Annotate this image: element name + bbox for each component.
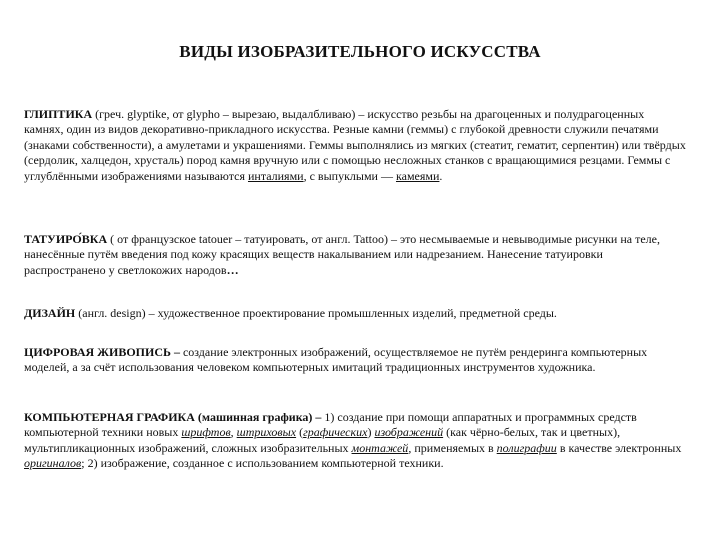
text: (греч. glyptike, от glypho – вырезаю, выдалбливаю) – искусство резьбы на драгоценных и полудрагоценных камнях, один из видов декоративно-прикладного искусства. Резные камни (геммы) с глубокой древности служили печатями (знаками собственности), а амулетами и украшениями. Геммы выполнялись из мягких (стеатит, гематит, серпентин) или твёрдых (сердолик, халцедон, хрусталь) пород камня вручную или с помощью несложных станков с вращающимися резцами. Геммы с углублёнными изображениями называются — [24, 107, 686, 183]
paragraph-computer-graphics — [24, 410, 686, 472]
link-graphic[interactable]: графических — [303, 425, 368, 440]
link-intaglio[interactable]: инталиями — [247, 168, 304, 183]
text: , применяемых в — [408, 440, 497, 455]
paragraph-glyptics — [24, 107, 686, 184]
link-montages[interactable]: монтажей — [351, 440, 409, 455]
text: создание электронных изображений, осуществляемое не путём рендеринга компьютерных моделей, а за счёт использования человеком компьютерных имитаций традиционных инструментов художника. — [24, 345, 648, 375]
text: ) — [367, 425, 375, 440]
link-cameo[interactable]: камеями — [395, 168, 440, 183]
text: ( — [296, 425, 304, 440]
link-fonts[interactable]: шрифтов — [181, 425, 231, 440]
link-printing[interactable]: полиграфии — [496, 440, 557, 455]
slide-title: ВИДЫ ИЗОБРАЗИТЕЛЬНОГО ИСКУССТВА — [179, 42, 541, 61]
text: ; 2) изображение, созданное с использованием компьютерной техники. — [81, 456, 444, 471]
text: , с выпуклыми — — [303, 168, 396, 183]
term-digital-painting: ЦИФРОВАЯ ЖИВОПИСЬ – — [24, 345, 180, 359]
text: 1) создание при помощи аппаратных и программных средств компьютерной техники новых — [24, 410, 637, 440]
link-images[interactable]: изображений — [374, 425, 444, 440]
text: . — [439, 168, 443, 183]
link-originals[interactable]: оригиналов — [24, 456, 82, 471]
text: (как чёрно-белых, так и цветных), мультипликационных изображений, сложных изобразительных — [24, 425, 621, 455]
ellipsis: … — [226, 262, 239, 277]
term-tattoo: ТАТУИРО́ВКА — [24, 232, 108, 246]
paragraph-tattoo — [24, 232, 686, 278]
term-glyptics: ГЛИПТИКА — [24, 107, 93, 121]
text: ( от французское tatouer – татуировать, от англ. Tattoo) – это несмываемые и невыводимые рисунки на теле, нанесённые путём введения под кожу красящих веществ накалыванием или надрезанием. Нанесение татуировки распространено у светлокожих народов — [24, 232, 660, 277]
text: (англ. design) – художественное проектирование промышленных изделий, предметной среды. — [75, 306, 557, 320]
link-line-art[interactable]: штриховых — [236, 425, 297, 440]
text: в качестве электронных — [556, 440, 682, 455]
paragraph-design — [24, 306, 686, 321]
term-design: ДИЗАЙН — [24, 306, 76, 320]
text: , — [230, 425, 237, 440]
term-computer-graphics: КОМПЬЮТЕРНАЯ ГРАФИКА (машинная графика) – — [24, 410, 322, 424]
paragraph-digital-painting — [24, 345, 686, 376]
